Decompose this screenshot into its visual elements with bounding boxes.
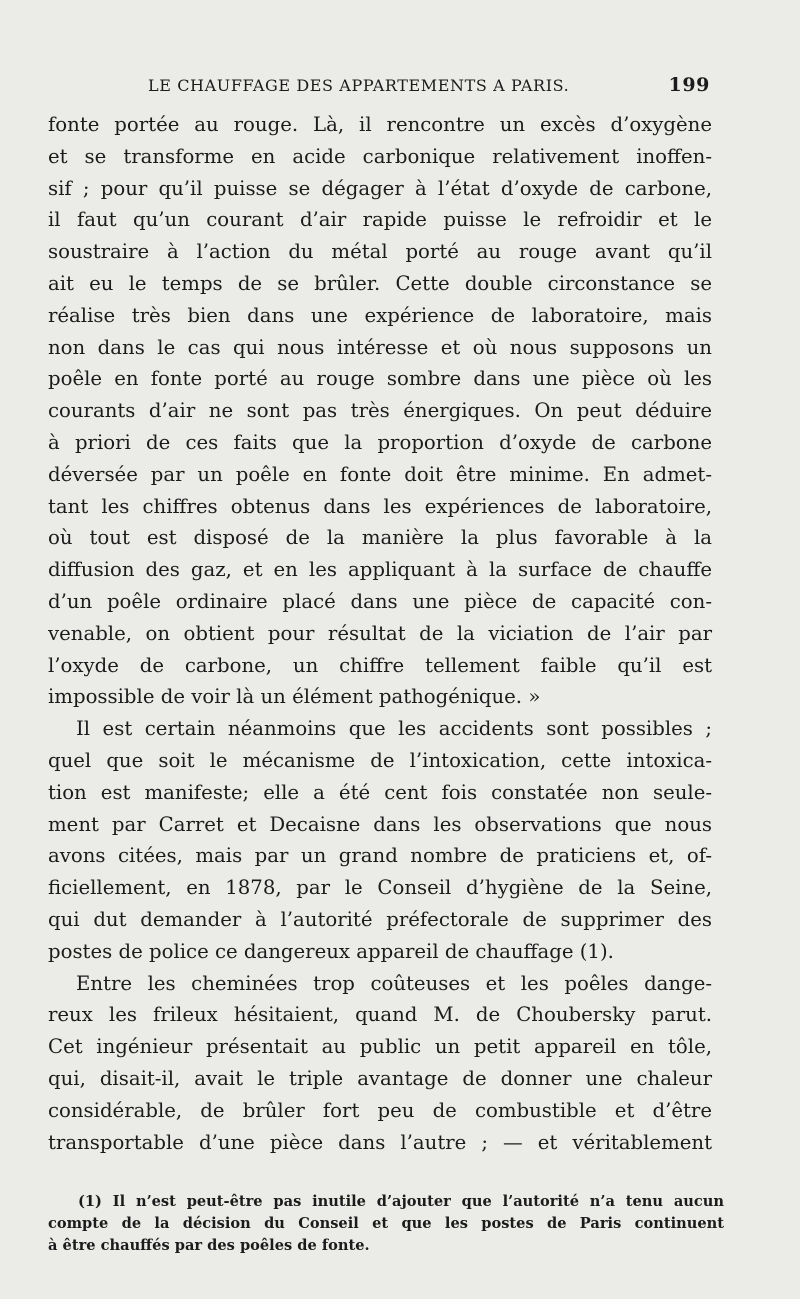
text-line: d’un poêle ordinaire placé dans une pièce de capacité con- xyxy=(48,589,712,613)
text-line: impossible de voir là un élément pathogénique. » xyxy=(48,685,541,709)
text-line: ment par Carret et Decaisne dans les observations que nous xyxy=(48,812,712,836)
text-line: diffusion des gaz, et en les appliquant à la surface de chauffe xyxy=(48,558,712,582)
text-line: Cet ingénieur présentait au public un petit appareil en tôle, xyxy=(48,1035,712,1059)
text-line: tant les chiffres obtenus dans les expériences de laboratoire, xyxy=(48,494,712,518)
text-line: où tout est disposé de la manière la plus favorable à la xyxy=(48,526,712,550)
text-line: tion est manifeste; elle a été cent fois constatée non seule- xyxy=(48,780,712,804)
text-line: avons citées, mais par un grand nombre de praticiens et, of- xyxy=(48,844,712,868)
text-line: reux les frileux hésitaient, quand M. de Choubersky parut. xyxy=(48,1003,712,1027)
footnote-line: à être chauffés par des poêles de fonte. xyxy=(48,1237,370,1254)
text-line: ficiellement, en 1878, par le Conseil d’hygiène de la Seine, xyxy=(48,876,712,900)
footnote xyxy=(48,1191,724,1257)
text-line: l’oxyde de carbone, un chiffre tellement faible qu’il est xyxy=(48,653,712,677)
text-line: sif ; pour qu’il puisse se dégager à l’état d’oxyde de carbone, xyxy=(48,176,712,200)
text-line: postes de police ce dangereux appareil de chauffage (1). xyxy=(48,939,614,963)
text-line: il faut qu’un courant d’air rapide puisse le refroidir et le xyxy=(48,208,712,232)
text-line: ait eu le temps de se brûler. Cette double circonstance se xyxy=(48,271,712,295)
text-line: et se transforme en acide carbonique relativement inoffen- xyxy=(48,144,712,168)
text-line: Il est certain néanmoins que les accidents sont possibles ; xyxy=(76,717,712,741)
text-line: courants d’air ne sont pas très énergiques. On peut déduire xyxy=(48,399,712,423)
text-line: à priori de ces faits que la proportion d’oxyde de carbone xyxy=(48,430,712,454)
text-line: réalise très bien dans une expérience de laboratoire, mais xyxy=(48,303,712,327)
running-title: LE CHAUFFAGE DES APPARTEMENTS A PARIS. xyxy=(148,76,570,95)
text-line: transportable d’une pièce dans l’autre ; — et véritablement xyxy=(48,1130,712,1154)
text-line: non dans le cas qui nous intéresse et où nous supposons un xyxy=(48,335,712,359)
text-line: qui, disait-il, avait le triple avantage de donner une chaleur xyxy=(48,1066,712,1090)
running-head xyxy=(148,74,710,102)
footnote-line: compte de la décision du Conseil et que les postes de Paris continuent xyxy=(48,1215,724,1232)
text-line: Entre les cheminées trop coûteuses et les poêles dange- xyxy=(76,971,712,995)
text-line: déversée par un poêle en fonte doit être minime. En admet- xyxy=(48,462,712,486)
text-line: qui dut demander à l’autorité préfectorale de supprimer des xyxy=(48,907,712,931)
text-line: quel que soit le mécanisme de l’intoxication, cette intoxica- xyxy=(48,748,712,772)
footnote-line: (1) Il n’est peut-être pas inutile d’ajouter que l’autorité n’a tenu aucun xyxy=(78,1193,724,1210)
text-line: considérable, de brûler fort peu de combustible et d’être xyxy=(48,1098,712,1122)
text-line: soustraire à l’action du métal porté au rouge avant qu’il xyxy=(48,240,712,264)
text-line: fonte portée au rouge. Là, il rencontre un excès d’oxygène xyxy=(48,113,712,136)
text-line: venable, on obtient pour résultat de la viciation de l’air par xyxy=(48,621,712,645)
page-number: 199 xyxy=(668,74,710,96)
text-line: poêle en fonte porté au rouge sombre dans une pièce où les xyxy=(48,367,712,391)
body-text xyxy=(48,109,712,1158)
